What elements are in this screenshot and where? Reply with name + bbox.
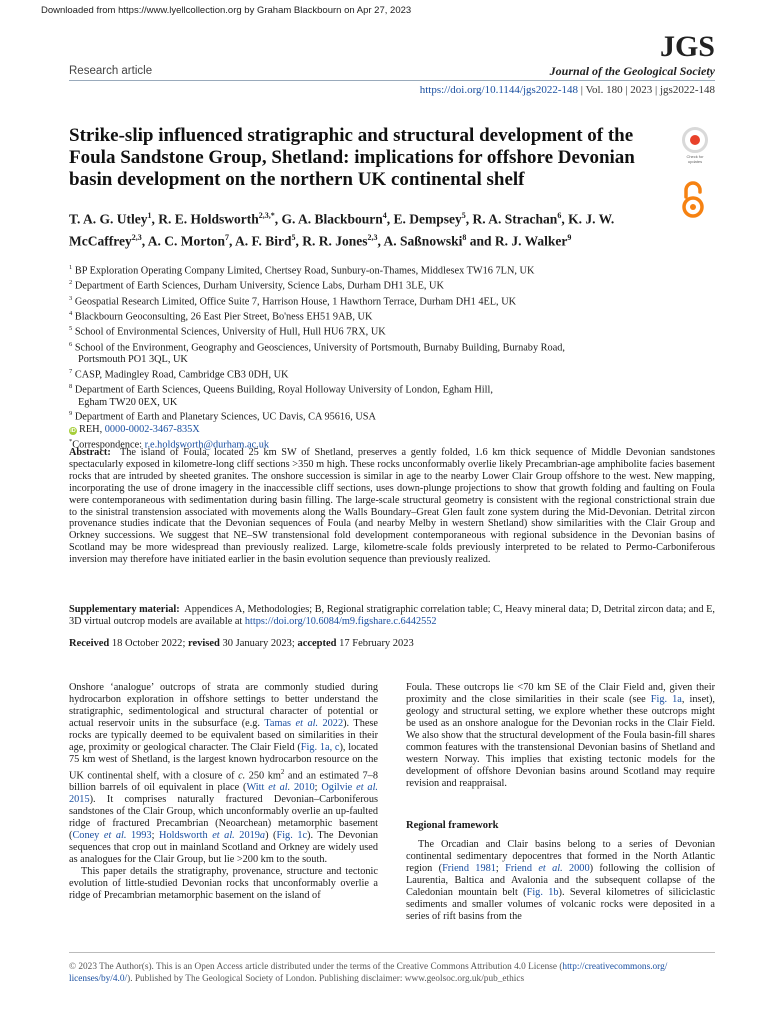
reference-link[interactable]: 2015	[69, 794, 90, 806]
author-affiliation-marker: 5	[461, 211, 466, 220]
author-affiliation-marker: 2,3	[367, 232, 378, 242]
reference-link[interactable]: Ogilvie	[321, 782, 357, 794]
orcid-icon: iD	[70, 427, 76, 434]
correspondence-line: *Correspondence: r.e.holdsworth@durham.ac.uk	[69, 437, 270, 451]
body-column-right	[406, 682, 715, 923]
intro-paragraph-3: Foula. These outcrops lie <70 km SE of the Clair Field and, given their proximity and the close similarities in their scale (see Fig. 1a, inset), geology and structural setting, we explore whether these outcrops might be used as an onshore analogue for the Devonian rocks in the Clair Field. We also show that the structural development of the Foula basin-fill shares common features with the transtensional Devonian basins of Shetland and western Norway. This implies that existing tectonic models for the development of offshore Devonian basins around Scotland may require revision and reappraisal.	[406, 682, 715, 789]
check-updates-caption: Check for updates	[686, 154, 704, 164]
affiliation-item: $^6$ School of the Environment, Geography and Geosciences, University of Portsmouth, Burnaby Building, Burnaby Road,	[69, 340, 565, 354]
author-name: A. C. Morton	[147, 233, 225, 248]
reference-link[interactable]: et al.	[212, 830, 235, 842]
affiliations	[69, 262, 689, 451]
journal-abbrev: JGS	[659, 30, 715, 63]
footer-rule	[69, 952, 715, 953]
author-list: T. A. G. Utley$^1$, R. E. Holdsworth$^{2,3,*}$, G. A. Blackbourn$^4$, E. Dempsey$^5$, R. A. Strachan$^6$, K. J. W. McCaffrey$^{2,3}$, A. C. Morton$^7$, A. F. Bird$^5$, R. R. Jones$^{2,3}$, A. Saßnowski$^8$ and R. J. Walker$^9$	[69, 211, 615, 248]
affiliation-item: $^7$ CASP, Madingley Road, Cambridge CB3 0DH, UK	[69, 367, 289, 381]
author-affiliation-marker: 8	[462, 232, 467, 242]
supplementary-label: Supplementary material:	[69, 604, 180, 615]
author-affiliation-marker: 6	[557, 211, 562, 220]
orcid-line: iD REH, 0000-0002-3467-835X	[70, 423, 200, 435]
author-name: A. Saßnowski	[383, 233, 463, 248]
author-name: R. E. Holdsworth	[158, 211, 259, 227]
intro-paragraph-1: Onshore ‘analogue’ outcrops of strata are commonly studied during hydrocarbon exploration in offshore settings to better understand the stratigraphic, sedimentological and structural character of potential or actual reservoir units in the subsurface (e.g. Tamas et al. 2022). These rocks are typically deemed to be equivalent based on similarities in their age, proximity or geological character. The Clair Field (Fig. 1a, c), located 75 km west of Shetland, is the largest known hydrocarbon resource on the UK continental shelf, with a closure of c. 250 $km^2$ and an estimated 7–8 billion barrels of oil equivalent in place (Witt et al. 2010; Ogilvie et al. 2015). It comprises naturally fractured Devonian–Carboniferous sandstones of the Clair Group, which unconformably overlie an up-faulted ridge of fractured Precambrian (Neoarchean) metamorphic basement (Coney et al. 1993; Holdsworth et al. 2019a) (Fig. 1c). The Devonian sequences that crop out in mainland Scotland and Orkney are widely used as analogues for the Clair Group, but lie >200 km to the south.	[69, 682, 379, 866]
affiliation-item: $^3$ Geospatial Research Limited, Office Suite 7, Harrison House, 1 Hawthorn Terrace, Durham DH1 4EL, UK	[69, 294, 517, 308]
article-dates: Received 18 October 2022; revised 30 January 2023; accepted 17 February 2023	[69, 638, 414, 649]
author-name: R. R. Jones	[302, 233, 368, 248]
reference-link[interactable]: Witt	[246, 782, 269, 794]
author-name: K. J. W. McCaffrey	[69, 211, 615, 248]
reference-link[interactable]: et al.	[295, 718, 319, 729]
doi-link[interactable]: https://doi.org/10.1144/jgs2022-148	[419, 84, 578, 96]
reference-link[interactable]: Coney	[72, 830, 104, 842]
reference-link[interactable]: et al.	[268, 782, 291, 794]
orcid-link[interactable]: 0000-0002-3467-835X	[104, 423, 200, 435]
supplementary-link[interactable]: https://doi.org/10.6084/m9.figshare.c.6442552	[244, 616, 437, 627]
reference-link[interactable]: et al.	[356, 782, 379, 794]
check-updates-icon	[682, 127, 708, 153]
reference-link[interactable]: et al.	[538, 863, 563, 874]
intro-paragraph-2: This paper details the stratigraphy, provenance, structure and tectonic evolution of little-studied Devonian rocks that unconformably overlie a ridge of Precambrian metamorphic basement on the island of	[69, 866, 378, 902]
author-affiliation-marker: 2,3,*	[258, 211, 275, 220]
author-affiliation-marker: 7	[224, 232, 229, 242]
reference-link[interactable]: 2022	[318, 718, 344, 729]
author-affiliation-marker: 9	[567, 232, 572, 242]
supplementary-material: Supplementary material: Appendices A, Methodologies; B, Regional stratigraphic correlation table; C, Heavy mineral data; D, Detrital zircon data; and E, 3D virtual outcrop models are available at https://doi.org/10.6084/m9.figshare.c.6442552	[69, 604, 715, 627]
header-rule	[69, 80, 715, 81]
reference-link[interactable]: 1993	[126, 830, 152, 842]
abstract-label: Abstract:	[69, 447, 111, 458]
reference-link[interactable]: Fig. 1a	[650, 694, 682, 705]
author-affiliation-marker: 1	[147, 211, 152, 220]
journal-name: Journal of the Geological Society	[549, 64, 715, 78]
reference-link[interactable]: a	[259, 830, 266, 842]
license-link[interactable]: http://creativecommons.org/ licenses/by/4.0/	[69, 962, 668, 984]
open-access-icon	[680, 181, 706, 224]
correspondence-email[interactable]: r.e.holdsworth@durham.ac.uk	[144, 439, 270, 451]
affiliation-item: Egham TW20 0EX, UK	[78, 396, 178, 408]
article-type-label: Research article	[69, 65, 153, 77]
affiliation-item: $^4$ Blackbourn Geoconsulting, 26 East Pier Street, Bo'ness EH51 9AB, UK	[69, 309, 373, 323]
reference-link[interactable]: Fig. 1b	[526, 887, 559, 898]
author-name: T. A. G. Utley	[69, 211, 148, 227]
author-name: E. Dempsey	[393, 211, 462, 227]
reference-link[interactable]: 2010	[290, 782, 315, 794]
author-name: A. F. Bird	[235, 233, 292, 248]
doi-line	[420, 84, 715, 96]
author-name: R. J. Walker	[494, 233, 568, 248]
affiliation-item: Portsmouth PO1 3QL, UK	[78, 353, 188, 365]
abstract-text: The island of Foula, located 25 km SW of Shetland, preserves a gently folded, 1.6 km thick sequence of Middle Devonian sandstones spectacularly exposed in kilometre-long cliff sections >350 m high. These rocks unconformably overlie likely Precambrian-age amphibolite facies basement rocks that are intruded by sheeted granites. The onshore succession is similar in age to the nearby Lower Clair Group offshore to the west. New mapping, incorporating the use of drone imagery in the inaccessible cliff sections, uses down-plunge projections to show that growth folding and faulting on Foula were contemporaneous with sedimentation during basin filling. The large-scale structural geometry is consistent with the regional constrictional strain due to the sinistral transtension associated with movements along the Walls Boundary–Great Glen fault zone system during the Mid-Devonian. Detrital zircon provenance studies indicate that the Devonian sequences of Foula (and nearby Melby in western Shetland) show similarities with the Clair Group and Orkney successions. We suggest that NE–SW transtensional fold development contemporaneous with regional subsidence in the Devonian basins of Scotland may be more widespread than previously realized. Large, kilometre-scale folds previously interpreted to be related to Permo-Carboniferous inversion may therefore have initiated earlier in the basin evolution sequence than previously realized.	[69, 447, 715, 566]
reference-link[interactable]: Tamas	[264, 718, 296, 729]
issue-info: | Vol. 180 | 2023 | jgs2022-148	[578, 84, 715, 96]
reference-link[interactable]: 2019	[234, 830, 260, 842]
author-name: R. A. Strachan	[472, 211, 558, 227]
reference-link[interactable]: Friend 1981	[442, 863, 496, 874]
reference-link[interactable]: Fig. 1a, c	[300, 742, 340, 753]
affiliation-item: $^2$ Department of Earth Sciences, Durham University, Science Labs, Durham DH1 3LE, UK	[69, 279, 444, 292]
affiliation-item: $^5$ School of Environmental Sciences, University of Hull, Hull HU6 7RX, UK	[69, 325, 386, 338]
regional-paragraph-1: The Orcadian and Clair basins belong to a series of Devonian continental sedimentary depocentres that formed in the North Atlantic region (Friend 1981; Friend et al. 2000) following the collision of Laurentia, Baltica and Avalonia and the subsequent collapse of the Caledonian mountain belt (Fig. 1b). Several kilometres of siliciclastic sediments and smaller volumes of volcanic rocks were deposited in a series of rift basins from the	[406, 839, 716, 922]
affiliation-item: $^9$ Department of Earth and Planetary Sciences, UC Davis, CA 95616, USA	[69, 410, 376, 423]
check-for-updates-badge[interactable]	[682, 127, 708, 163]
reference-link[interactable]: et al.	[103, 830, 127, 842]
article-title: Strike-slip influenced stratigraphic and structural development of the Foula Sandstone Group, Shetland: implications for offshore Devonian basin development on the northern UK continental shelf	[69, 125, 635, 190]
reference-link[interactable]: Fig. 1c	[276, 830, 308, 842]
author-affiliation-marker: 4	[382, 211, 387, 220]
affiliation-item: $^1$ BP Exploration Operating Company Limited, Chertsey Road, Sunbury-on-Thames, Middlesex TW16 7LN, UK	[69, 264, 535, 277]
abstract	[69, 447, 715, 566]
author-affiliation-marker: 2,3	[131, 232, 142, 242]
reference-link[interactable]: 2000	[562, 863, 590, 874]
reference-link[interactable]: Friend	[505, 863, 539, 874]
affiliation-item: $^8$ Department of Earth Sciences, Queens Building, Royal Holloway University of London, Egham Hill,	[69, 383, 493, 396]
reference-link[interactable]: Holdsworth	[159, 830, 213, 842]
license-footer: © 2023 The Author(s). This is an Open Access article distributed under the terms of the Creative Commons Attribution 4.0 License (http://creativecommons.org/ licenses/by/4.0/). Published by The Geological Society of London. Publishing disclaimer: www.geolsoc.org.uk/pub_ethics	[69, 962, 668, 984]
author-name: G. A. Blackbourn	[281, 211, 383, 227]
author-affiliation-marker: 5	[291, 232, 296, 242]
download-notice: Downloaded from https://www.lyellcollection.org by Graham Blackbourn on Apr 27, 2023	[41, 5, 412, 16]
body-column-left	[69, 682, 378, 902]
section-heading-regional-framework: Regional framework	[406, 820, 499, 831]
